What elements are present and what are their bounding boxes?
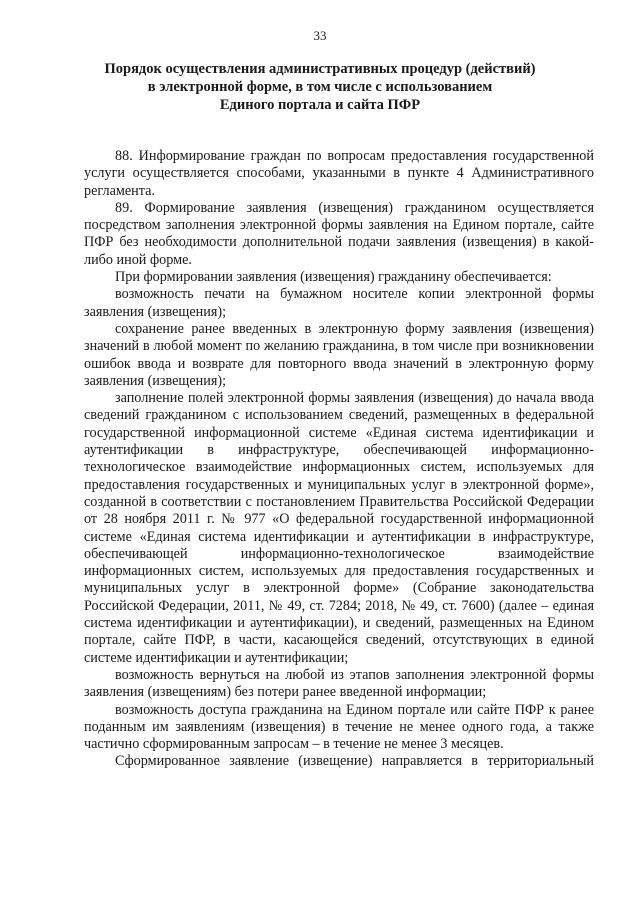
document-body	[84, 148, 594, 771]
section-heading	[80, 60, 560, 114]
paragraph-89: 89. Формирование заявления (извещения) гражданином осуществляется посредством заполнения электронной формы заявления на Едином портале, сайте ПФР без необходимости дополнительной подачи заявления (извещения) в какой-либо иной форме.	[84, 199, 594, 268]
paragraph-submission: Сформированное заявление (извещение) направляется в территориальный	[115, 753, 594, 770]
paragraph-88: 88. Информирование граждан по вопросам предоставления государственной услуги осуществляется способами, указанными в пункте 4 Административного регламента.	[84, 148, 594, 199]
paragraph-provisions-intro: При формировании заявления (извещения) гражданину обеспечивается:	[115, 269, 552, 286]
section-heading-line-2: в электронной форме, в том числе с использованием	[147, 79, 493, 95]
page-number: 33	[313, 28, 327, 43]
paragraph-print-option: возможность печати на бумажном носителе копии электронной формы заявления (извещения);	[84, 286, 594, 320]
paragraph-access-history: возможность доступа гражданина на Едином портале или сайте ПФР к ранее поданным им заявлениям (извещения) в течение не менее одного года, а также частично сформированным запросам – в течение не менее 3 месяцев.	[84, 701, 594, 753]
section-heading-line-3: Единого портала и сайта ПФР	[219, 97, 421, 113]
paragraph-autofill: заполнение полей электронной формы заявления (извещения) до начала ввода сведений гражданином с использованием сведений, размещенных в федеральной государственной информационной системе «Единая система идентификации и аутентификации в инфраструктуре, обеспечивающей информационно-технологическое взаимодействие информационных систем, используемых для предоставления государственных и муниципальных услуг в электронной форме», созданной в соответствии с постановлением Правительства Российской Федерации от 28 ноября 2011 г. № 977 «О федеральной государственной информационной системе «Единая система идентификации и аутентификации в инфраструктуре, обеспечивающей информационно-технологическое взаимодействие информационных систем, используемых для предоставления государственных и муниципальных услуг в электронной форме» (Собрание законодательства Российской Федерации, 2011, № 49, ст. 7284; 2018, № 49, ст. 7600) (далее – единая система идентификации и аутентификации), и сведений, размещенных на Едином портале, сайте ПФР, в части, касающейся сведений, отсутствующих в единой системе идентификации и аутентификации;	[84, 390, 594, 666]
paragraph-return-to-step: возможность вернуться на любой из этапов заполнения электронной формы заявления (извещениям) без потери ранее введенной информации;	[84, 666, 594, 701]
section-heading-line-1: Порядок осуществления административных процедур (действий)	[104, 61, 536, 77]
paragraph-save-values: сохранение ранее введенных в электронную форму заявления (извещения) значений в любой момент по желанию гражданина, в том числе при возникновении ошибок ввода и возврате для повторного ввода значений в электронную форму заявления (извещения);	[84, 320, 594, 389]
